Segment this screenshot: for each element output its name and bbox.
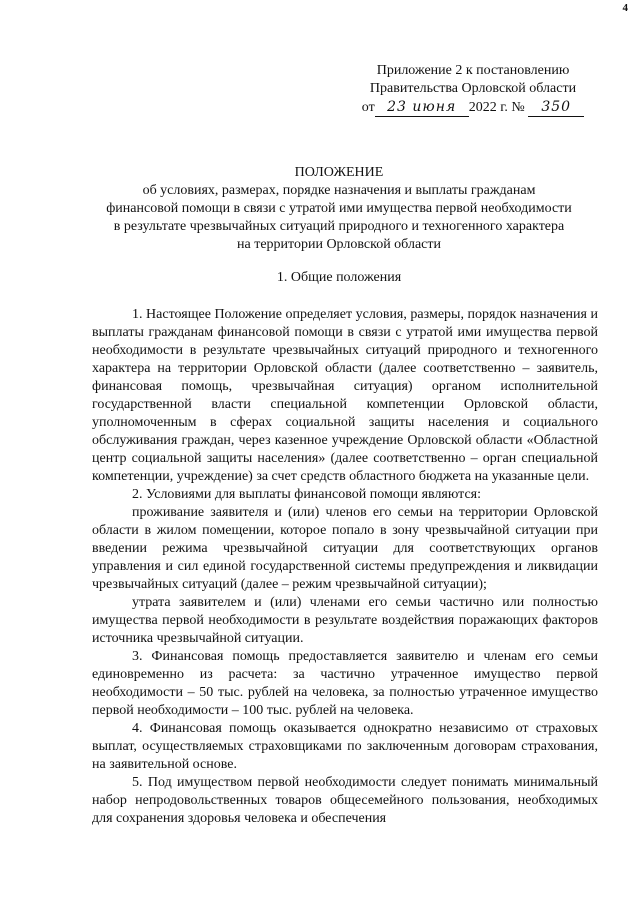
paragraph: утрата заявителем и (или) членами его семьи частично или полностью имущества первой необходимости в результате воздействия поражающих факторов источника чрезвычайной ситуации. xyxy=(92,595,598,646)
appendix-line-2: Правительства Орловской области xyxy=(369,81,577,96)
page-number: 4 xyxy=(622,2,628,14)
title-line-1: об условиях, размерах, порядке назначения и выплаты гражданам xyxy=(142,183,536,198)
title-line-2: финансовой помощи в связи с утратой ими имущества первой необходимости xyxy=(106,201,572,216)
paragraph: 4. Финансовая помощь оказывается однократно независимо от страховых выплат, осуществляемых страховщиками по заключенным договорам страхования, на заявительной основе. xyxy=(92,721,598,772)
appendix-line-1: Приложение 2 к постановлению xyxy=(376,63,570,78)
paragraph: 3. Финансовая помощь предоставляется заявителю и членам его семьи единовременно из расчета: за частично утраченное имущество первой необходимости – 50 тыс. рублей на человека, за полностью утраченное имущество первой необходимости – 100 тыс. рублей на человека. xyxy=(92,649,598,718)
paragraph: 1. Настоящее Положение определяет условия, размеры, порядок назначения и выплаты гражданам финансовой помощи в связи с утратой ими имущества первой необходимости в результате чрезвычайных ситуаций природного и техногенного характера на территории Орловской области (далее соответственно – заявитель, финансовая помощь, чрезвычайная ситуация) органом исполнительной государственной власти специальной компетенции Орловской области, уполномоченным в сферах социальной защиты населения и социального обслуживания граждан, через казенное учреждение Орловской области «Областной центр социальной защиты населения» (далее соответственно – орган специальной компетенции, учреждение) за счет средств областного бюджета на указанные цели. xyxy=(92,307,598,484)
title-line-3: в результате чрезвычайных ситуаций природного и техногенного характера xyxy=(113,219,565,234)
from-label: от xyxy=(361,100,375,115)
handwritten-date: 23 июня xyxy=(375,98,469,117)
document-body xyxy=(92,306,598,828)
appendix-date-line xyxy=(358,98,588,117)
paragraph: проживание заявителя и (или) членов его семьи на территории Орловской области в жилом помещении, которое попало в зону чрезвычайной ситуации при введении режима чрезвычайной ситуации для соответствующих органов управления и сил единой государственной системы предупреждения и ликвидации чрезвычайных ситуаций (далее – режим чрезвычайной ситуации); xyxy=(92,505,598,592)
handwritten-number: 350 xyxy=(528,98,584,117)
year-number-label: 2022 г. № xyxy=(468,100,525,115)
document-title xyxy=(40,164,636,254)
appendix-header xyxy=(358,62,588,117)
paragraph: 2. Условиями для выплаты финансовой помощи являются: xyxy=(132,487,481,502)
title-line-4: на территории Орловской области xyxy=(237,237,441,252)
paragraph: 5. Под имуществом первой необходимости следует понимать минимальный набор непродовольственных товаров общесемейного пользования, необходимых для сохранения здоровья человека и обеспечения xyxy=(92,775,598,826)
section-title: 1. Общие положения xyxy=(276,270,402,285)
title-heading: ПОЛОЖЕНИЕ xyxy=(294,165,384,180)
